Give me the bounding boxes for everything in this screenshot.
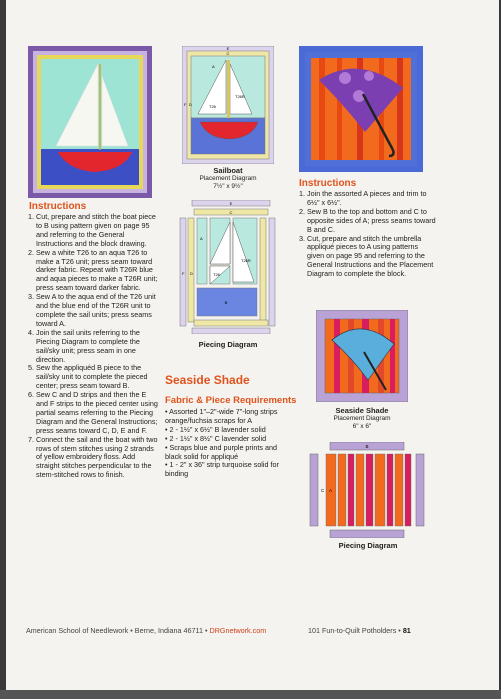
sailboat-step: 5. Sew the appliquéd B piece to the sail/sky unit to complete the pieced center; press seam toward B. <box>36 364 160 391</box>
seaside-instructions <box>297 190 437 279</box>
website-link[interactable]: DRGnetwork.com <box>209 626 267 635</box>
sailboat-step: 1. Cut, prepare and stitch the boat piece to B using pattern given on page 95 and referring to the General Instructions and the block drawing. <box>36 213 160 249</box>
diagram-label-f: F <box>182 271 185 276</box>
sailboat-step: 3. Sew A to the aqua end of the T26 unit and the blue end of the T26R unit to complete the sail units; press seams toward A. <box>36 293 160 329</box>
sailboat-placement-caption <box>182 167 274 191</box>
diagram-label-c: C <box>321 488 325 493</box>
caption-subtitle: Placement Diagram <box>199 175 257 182</box>
diagram-label-e: E <box>229 201 233 206</box>
sailboat-piecing-caption <box>182 341 274 349</box>
diagram-label-a: A <box>200 236 203 241</box>
diagram-label-c: C <box>226 51 230 56</box>
diagram-label-b: B <box>365 444 369 449</box>
caption-title: Piecing Diagram <box>198 340 258 349</box>
caption-subtitle: Placement Diagram <box>333 415 391 422</box>
fabric-requirements-list <box>165 408 295 479</box>
fabric-item: • Assorted 1"–2"-wide 7"-long strips orange/fuchsia scraps for A <box>165 408 295 426</box>
fabric-item: • 2 - 1½" x 6½" B lavender solid <box>165 426 295 435</box>
diagram-label-t26r: T26R <box>235 94 245 99</box>
page-number: 81 <box>402 626 411 635</box>
sailboat-step: 7. Connect the sail and the boat with two rows of stem stitches using 2 strands of yellow embroidery floss. Add straight stitches perpendicular to the stem-stitched rows to finish. <box>36 436 160 481</box>
caption-title: Sailboat <box>213 166 243 175</box>
caption-title: Piecing Diagram <box>338 541 398 550</box>
sailboat-step: 2. Sew a white T26 to an aqua T26 to make a T26 unit; press seam toward darker fabric. Repeat with T26R blue and aqua pieces to make a T26R unit; press seam toward darker fabric. <box>36 249 160 294</box>
seaside-instructions-heading: Instructions <box>299 178 357 189</box>
publisher-text: American School of Needlework • Berne, Indiana 46711 • <box>26 626 210 635</box>
diagram-label-t26r: T26R <box>241 258 251 263</box>
seaside-shade-block-photo <box>299 46 423 172</box>
fabric-item: • 2 - 1½" x 8½" C lavender solid <box>165 435 295 444</box>
seaside-piecing-caption <box>316 542 420 550</box>
diagram-label-b: B <box>224 300 228 305</box>
seaside-piecing-diagram <box>306 442 428 538</box>
fabric-requirements-heading: Fabric & Piece Requirements <box>165 395 297 406</box>
sailboat-instructions <box>26 213 160 480</box>
sailboat-instructions-heading: Instructions <box>29 201 87 212</box>
caption-title: Seaside Shade <box>335 406 389 415</box>
page <box>6 0 499 693</box>
book-title: 101 Fun-to-Quilt Potholders • <box>308 626 403 635</box>
fabric-item: • Scraps blue and purple prints and black solid for appliqué <box>165 444 295 462</box>
sailboat-step: 4. Join the sail units referring to the Piecing Diagram to complete the sail/sky unit; press seam in one direction. <box>36 329 160 365</box>
diagram-label-e: E <box>226 46 230 51</box>
diagram-label-a: A <box>212 64 215 69</box>
diagram-label-d: D <box>190 271 193 276</box>
diagram-label-f: F <box>184 102 187 107</box>
footer-left <box>26 626 266 635</box>
sailboat-block-photo <box>28 46 152 198</box>
seaside-step: 1. Join the assorted A pieces and trim to 6½" x 6½". <box>307 190 437 208</box>
seaside-step: 3. Cut, prepare and stitch the umbrella appliqué pieces to A using patterns given on page 95 and referring to the General Instructions and the Placement Diagram to complete the block. <box>307 235 437 280</box>
footer-right <box>308 626 411 635</box>
caption-size: 6" x 6" <box>352 423 372 430</box>
diagram-label-a: A <box>329 488 333 493</box>
seaside-shade-title: Seaside Shade <box>165 373 250 387</box>
sailboat-step: 6. Sew C and D strips and then the E and F strips to the pieced center using partial seams referring to the Piecing Diagram and the General Instructions; press seams toward C, D, E and F. <box>36 391 160 436</box>
sailboat-piecing-diagram <box>176 200 282 334</box>
diagram-label-t26: T26 <box>213 272 220 277</box>
seaside-placement-caption <box>316 407 408 431</box>
diagram-label-t26: T26 <box>209 104 216 109</box>
fabric-item: • 1 - 2" x 36" strip turquoise solid for binding <box>165 461 295 479</box>
diagram-label-c: C <box>229 210 233 215</box>
seaside-step: 2. Sew B to the top and bottom and C to opposite sides of A; press seams toward B and C. <box>307 208 437 235</box>
caption-size: 7½" x 9½" <box>213 183 243 190</box>
diagram-label-d: D <box>189 102 192 107</box>
page-edge-shadow <box>0 690 501 699</box>
sailboat-placement-diagram <box>182 46 274 164</box>
seaside-placement-diagram <box>316 310 408 402</box>
